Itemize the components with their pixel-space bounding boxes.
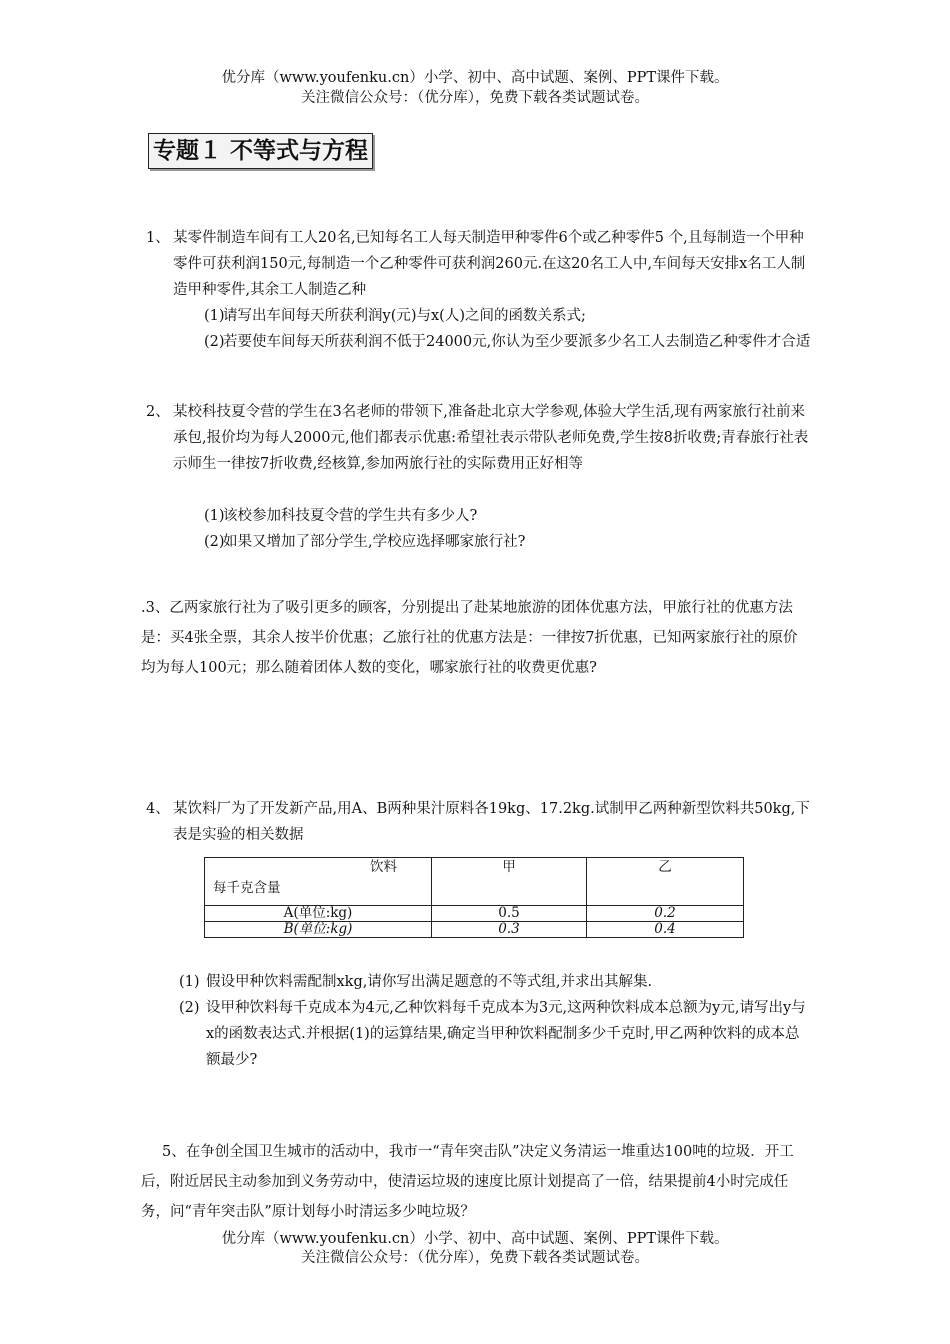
- sub-question-text: 该校参加科技夏令营的学生共有多少人?: [223, 508, 478, 524]
- footer-line-1: 优分库（www.youfenku.cn）小学、初中、高中试题、案例、PPT课件下载。: [221, 1231, 729, 1247]
- sub-question-text: 假设甲种饮料需配制xkg,请你写出满足题意的不等式组,并求出其解集.: [206, 974, 653, 990]
- table-col-header: 甲: [432, 858, 587, 906]
- table-cell: 0.3: [432, 922, 587, 938]
- table-cell: A(单位:kg): [205, 906, 432, 922]
- table-cell: 0.5: [432, 906, 587, 922]
- sub-question-text: 设甲种饮料每千克成本为4元,乙种饮料每千克成本为3元,这两种饮料成本总额为y元,请写出y与x的函数表达式.并根据(1)的运算结果,确定当甲种饮料配制多少千克时,甲乙两种饮料的成本总额最少?: [206, 1000, 806, 1068]
- question-1: [146, 225, 816, 375]
- question-text: 某校科技夏令营的学生在3名老师的带领下,准备赴北京大学参观,体验大学生活,现有两家旅行社前来承包,报价均为每人2000元,他们都表示优惠:希望社表示带队老师免费,学生按8折收费;青春旅行社表示师生一律按7折收费,经核算,参加两旅行社的实际费用正好相等: [173, 404, 809, 472]
- footer-line-2: 关注微信公众号：（优分库），免费下载各类试题试卷。: [301, 1250, 649, 1266]
- header-line-2: 关注微信公众号：（优分库），免费下载各类试题试卷。: [301, 90, 649, 106]
- sub-question-text: 若要使车间每天所获利润不低于24000元,你认为至少要派多少名工人去制造乙种零件才合适: [223, 334, 811, 350]
- sub-question-number: (1): [204, 308, 225, 324]
- sub-question-number: (2): [204, 334, 225, 350]
- question-text: 某零件制造车间有工人20名,已知每名工人每天制造甲种零件6个或乙种零件5 个,且每制造一个甲种零件可获利润150元,每制造一个乙种零件可获利润260元.在这20名工人中,车间每天安排x名工人制造甲种零件,其余工人制造乙种: [173, 230, 806, 298]
- header-line-1: 优分库（www.youfenku.cn）小学、初中、高中试题、案例、PPT课件下载。: [221, 70, 729, 86]
- question-number: 4、: [146, 801, 170, 817]
- sub-question-number: (2): [204, 534, 225, 550]
- sub-question-number: (1): [204, 508, 225, 524]
- question-4: [146, 796, 816, 852]
- question-2: [146, 399, 816, 549]
- table-cell: 0.4: [587, 922, 744, 938]
- corner-top-label: 饮料: [370, 859, 397, 875]
- table-row: [205, 922, 744, 938]
- question-4-subs: [179, 969, 819, 1079]
- sub-question-number: (2): [179, 1000, 200, 1016]
- data-table: [204, 857, 744, 938]
- sub-question-text: 如果又增加了部分学生,学校应选择哪家旅行社?: [223, 534, 526, 550]
- table-header-row: [205, 858, 744, 906]
- question-5: 5、在争创全国卫生城市的活动中，我市一“青年突击队”决定义务清运一堆重达100吨的垃圾．开工后，附近居民主动参加到义务劳动中，使清运垃圾的速度比原计划提高了一倍，结果提前4小时完成任务，问“青年突击队”原计划每小时清运多少吨垃圾？: [141, 1144, 794, 1220]
- question-3: .3、乙两家旅行社为了吸引更多的顾客，分别提出了赴某地旅游的团体优惠方法，甲旅行社的优惠方法是：买4张全票，其余人按半价优惠；乙旅行社的优惠方法是：一律按7折优惠，已知两家旅行社的原价均为每人100元；那么随着团体人数的变化，哪家旅行社的收费更优惠?: [141, 600, 798, 676]
- table-corner-cell: [205, 858, 432, 906]
- sub-question-text: 请写出车间每天所获利润y(元)与x(人)之间的函数关系式;: [223, 308, 586, 324]
- sub-question-number: (1): [179, 974, 200, 990]
- question-text: 某饮料厂为了开发新产品,用A、B两种果汁原料各19kg、17.2kg.试制甲乙两种新型饮料共50kg,下表是实验的相关数据: [173, 801, 810, 843]
- table-cell: 0.2: [587, 906, 744, 922]
- table-row: [205, 906, 744, 922]
- question-number: 1、: [146, 230, 170, 246]
- corner-bottom-label: 每千克含量: [213, 880, 281, 896]
- table-cell: B(单位:kg): [205, 922, 432, 938]
- table-col-header: 乙: [587, 858, 744, 906]
- question-number: 2、: [146, 404, 170, 420]
- page-title: 专题１ 不等式与方程: [148, 133, 373, 169]
